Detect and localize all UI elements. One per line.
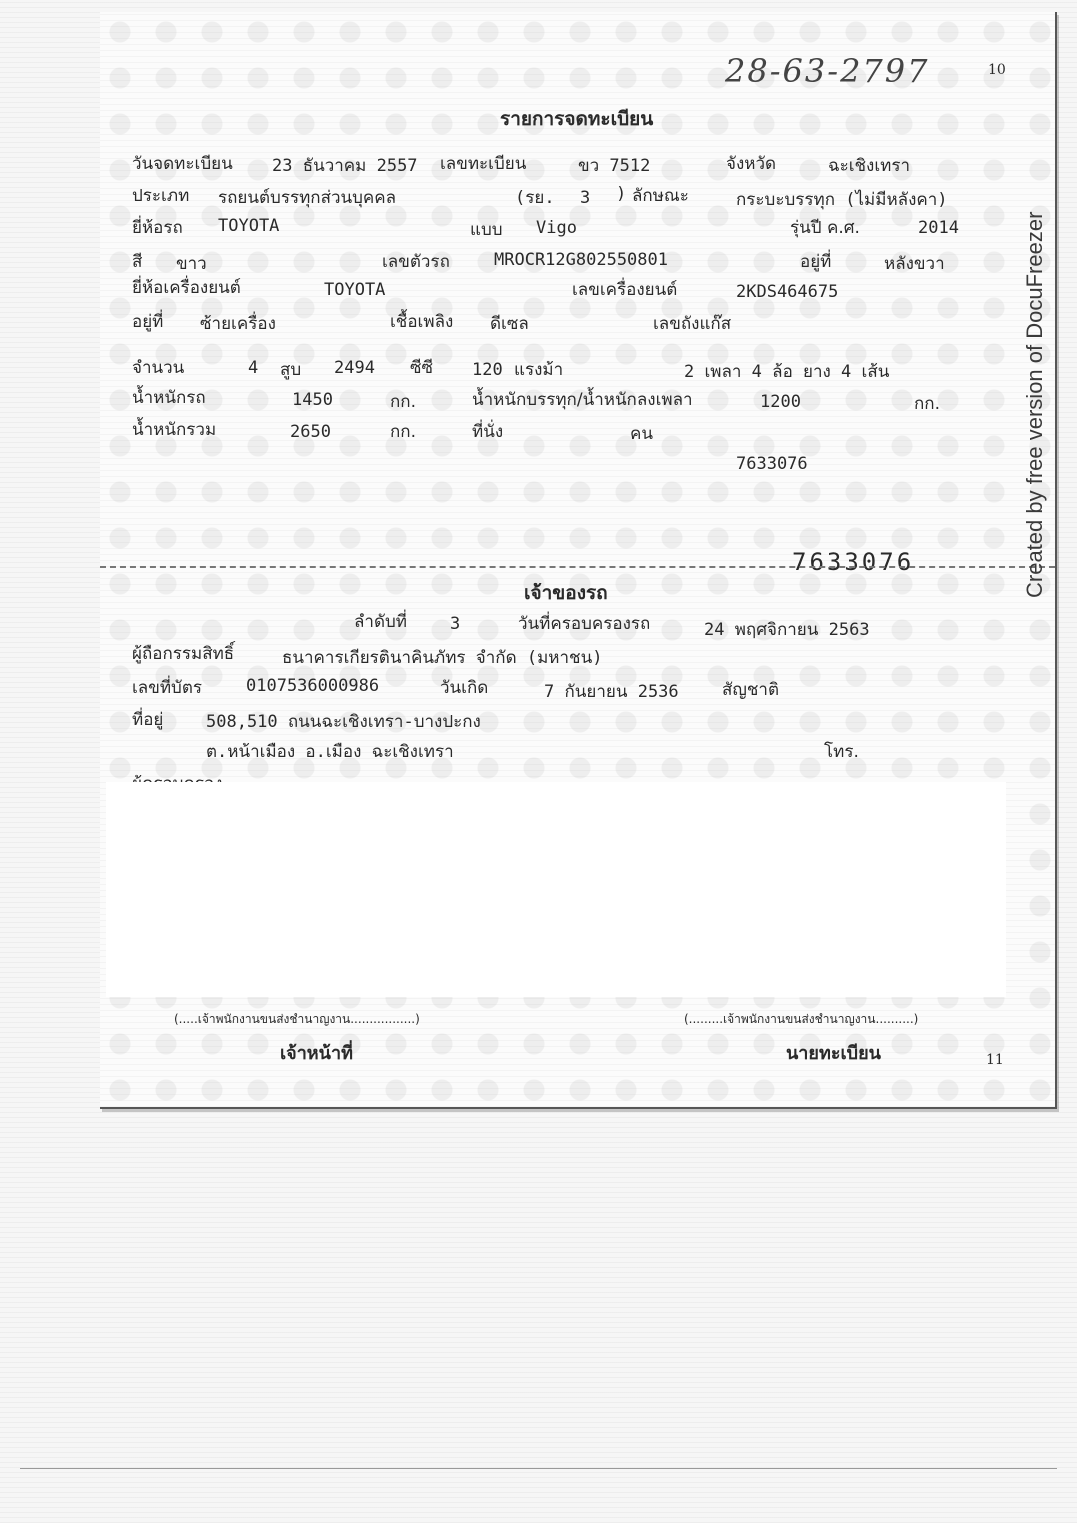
card-number: 0107536000986 (246, 676, 380, 696)
cc-unit: ซีซี (410, 358, 434, 378)
model: Vigo (536, 218, 577, 238)
total-weight-label: น้ำหนักรวม (132, 420, 217, 440)
page-number-bottom: 11 (986, 1052, 1004, 1068)
engine-brand-label: ยี่ห้อเครื่องยนต์ (132, 278, 241, 298)
possession-date: 24 พฤศจิกายน 2563 (704, 620, 870, 640)
engine-number: 2KDS464675 (736, 282, 839, 302)
engine-cc: 2494 (334, 358, 375, 378)
section-divider (100, 566, 1055, 568)
address-label: ที่อยู่ (132, 710, 164, 730)
model-year: 2014 (918, 218, 959, 238)
body-label: ลักษณะ (632, 186, 689, 206)
signature-line-officer: (.....เจ้าพนักงานขนส่งชำนาญงาน.................) (174, 1012, 420, 1026)
ownership-holder-label: ผู้ถือกรรมสิทธิ์ (132, 644, 235, 664)
phone-label: โทร. (824, 742, 859, 762)
engine-number-label: เลขเครื่องยนต์ (572, 280, 678, 300)
ry-number: 3 (580, 188, 591, 208)
chassis-number: MROCR12G802550801 (494, 250, 668, 270)
serial-number-large: 7633076 (792, 548, 915, 576)
registration-document-page (100, 12, 1057, 1109)
body-style: กระบะบรรทุก (ไม่มีหลังคา) (736, 190, 948, 210)
seats-label: ที่นั่ง (472, 422, 504, 442)
page-number-top: 10 (988, 62, 1006, 78)
engine-brand: TOYOTA (324, 280, 386, 300)
card-number-label: เลขที่บัตร (132, 678, 203, 698)
color-label: สี (132, 252, 143, 272)
plate-label: เลขทะเบียน (440, 154, 527, 174)
engine-location: ซ้ายเครื่อง (200, 314, 276, 334)
type-label: ประเภท (132, 186, 190, 206)
nationality-label: สัญชาติ (722, 680, 779, 700)
weight-unit-1: กก. (390, 392, 416, 412)
brand: TOYOTA (218, 216, 280, 236)
cylinder-unit: สูบ (280, 360, 302, 380)
chassis-location-label: อยู่ที่ (800, 252, 832, 272)
serial-number: 7633076 (736, 454, 808, 474)
model-label: แบบ (470, 220, 503, 240)
year-label: รุ่นปี ค.ศ. (790, 218, 860, 238)
registration-title: รายการจดทะเบียน (500, 108, 654, 130)
address-line-1: 508,510 ถนนฉะเชิงเทรา-บางปะกง (206, 712, 481, 732)
reg-date: 23 ธันวาคม 2557 (272, 156, 418, 176)
possessor-label (132, 770, 222, 782)
fuel: ดีเซล (490, 314, 529, 334)
weight-unit-3: กก. (390, 422, 416, 442)
axles-wheels: 2 เพลา 4 ล้อ ยาง 4 เส้น (684, 362, 890, 382)
vehicle-weight: 1450 (292, 390, 333, 410)
docufreezer-watermark: Created by free version of DocuFreezer (1022, 211, 1047, 598)
horsepower: 120 (472, 360, 503, 380)
ry-close: ) (616, 184, 627, 204)
weight-unit-2: กก. (914, 394, 940, 414)
redacted-area (106, 782, 1006, 997)
chassis-location: หลังขวา (884, 254, 945, 274)
seats-unit: คน (630, 424, 653, 444)
chassis-label: เลขตัวรถ (382, 252, 450, 272)
possession-date-label: วันที่ครอบครองรถ (518, 614, 651, 634)
load-weight: 1200 (760, 392, 801, 412)
weight-label: น้ำหนักรถ (132, 388, 206, 408)
bottom-rule (20, 1468, 1057, 1469)
handwritten-note: 28-63-2797 (725, 52, 930, 90)
color: ขาว (176, 254, 207, 274)
province: ฉะเชิงเทรา (828, 156, 911, 176)
owner-title: เจ้าของรถ (524, 582, 608, 604)
ownership-holder: ธนาคารเกียรตินาคินภัทร จำกัด (มหาชน) (282, 648, 603, 668)
plate-number: ขว 7512 (578, 156, 651, 176)
birth-date: 7 กันยายน 2536 (544, 682, 679, 702)
load-label: น้ำหนักบรรทุก/น้ำหนักลงเพลา (472, 390, 693, 410)
birth-date-label: วันเกิด (440, 678, 489, 698)
engine-location-label: อยู่ที่ (132, 312, 164, 332)
sequence-number: 3 (450, 614, 461, 634)
fuel-label: เชื้อเพลิง (390, 312, 454, 332)
sequence-label: ลำดับที่ (354, 612, 408, 632)
vehicle-type: รถยนต์บรรทุกส่วนบุคคล (218, 188, 397, 208)
province-label: จังหวัด (726, 154, 777, 174)
cylinders: 4 (248, 358, 259, 378)
ry-open: (รย. (515, 188, 555, 208)
gas-tank-label: เลขถังแก๊ส (653, 314, 732, 334)
signature-line-registrar: (.........เจ้าพนักงานขนส่งชำนาญงาน..........) (684, 1012, 919, 1026)
brand-label: ยี่ห้อรถ (132, 218, 183, 238)
count-label: จำนวน (132, 358, 185, 378)
signature-title-registrar: นายทะเบียน (786, 1043, 881, 1064)
address-line-2: ต.หน้าเมือง อ.เมือง ฉะเชิงเทรา (206, 742, 454, 762)
total-weight: 2650 (290, 422, 331, 442)
reg-date-label: วันจดทะเบียน (132, 154, 233, 174)
horsepower-unit: แรงม้า (514, 360, 564, 380)
signature-title-officer: เจ้าหน้าที่ (280, 1043, 353, 1064)
